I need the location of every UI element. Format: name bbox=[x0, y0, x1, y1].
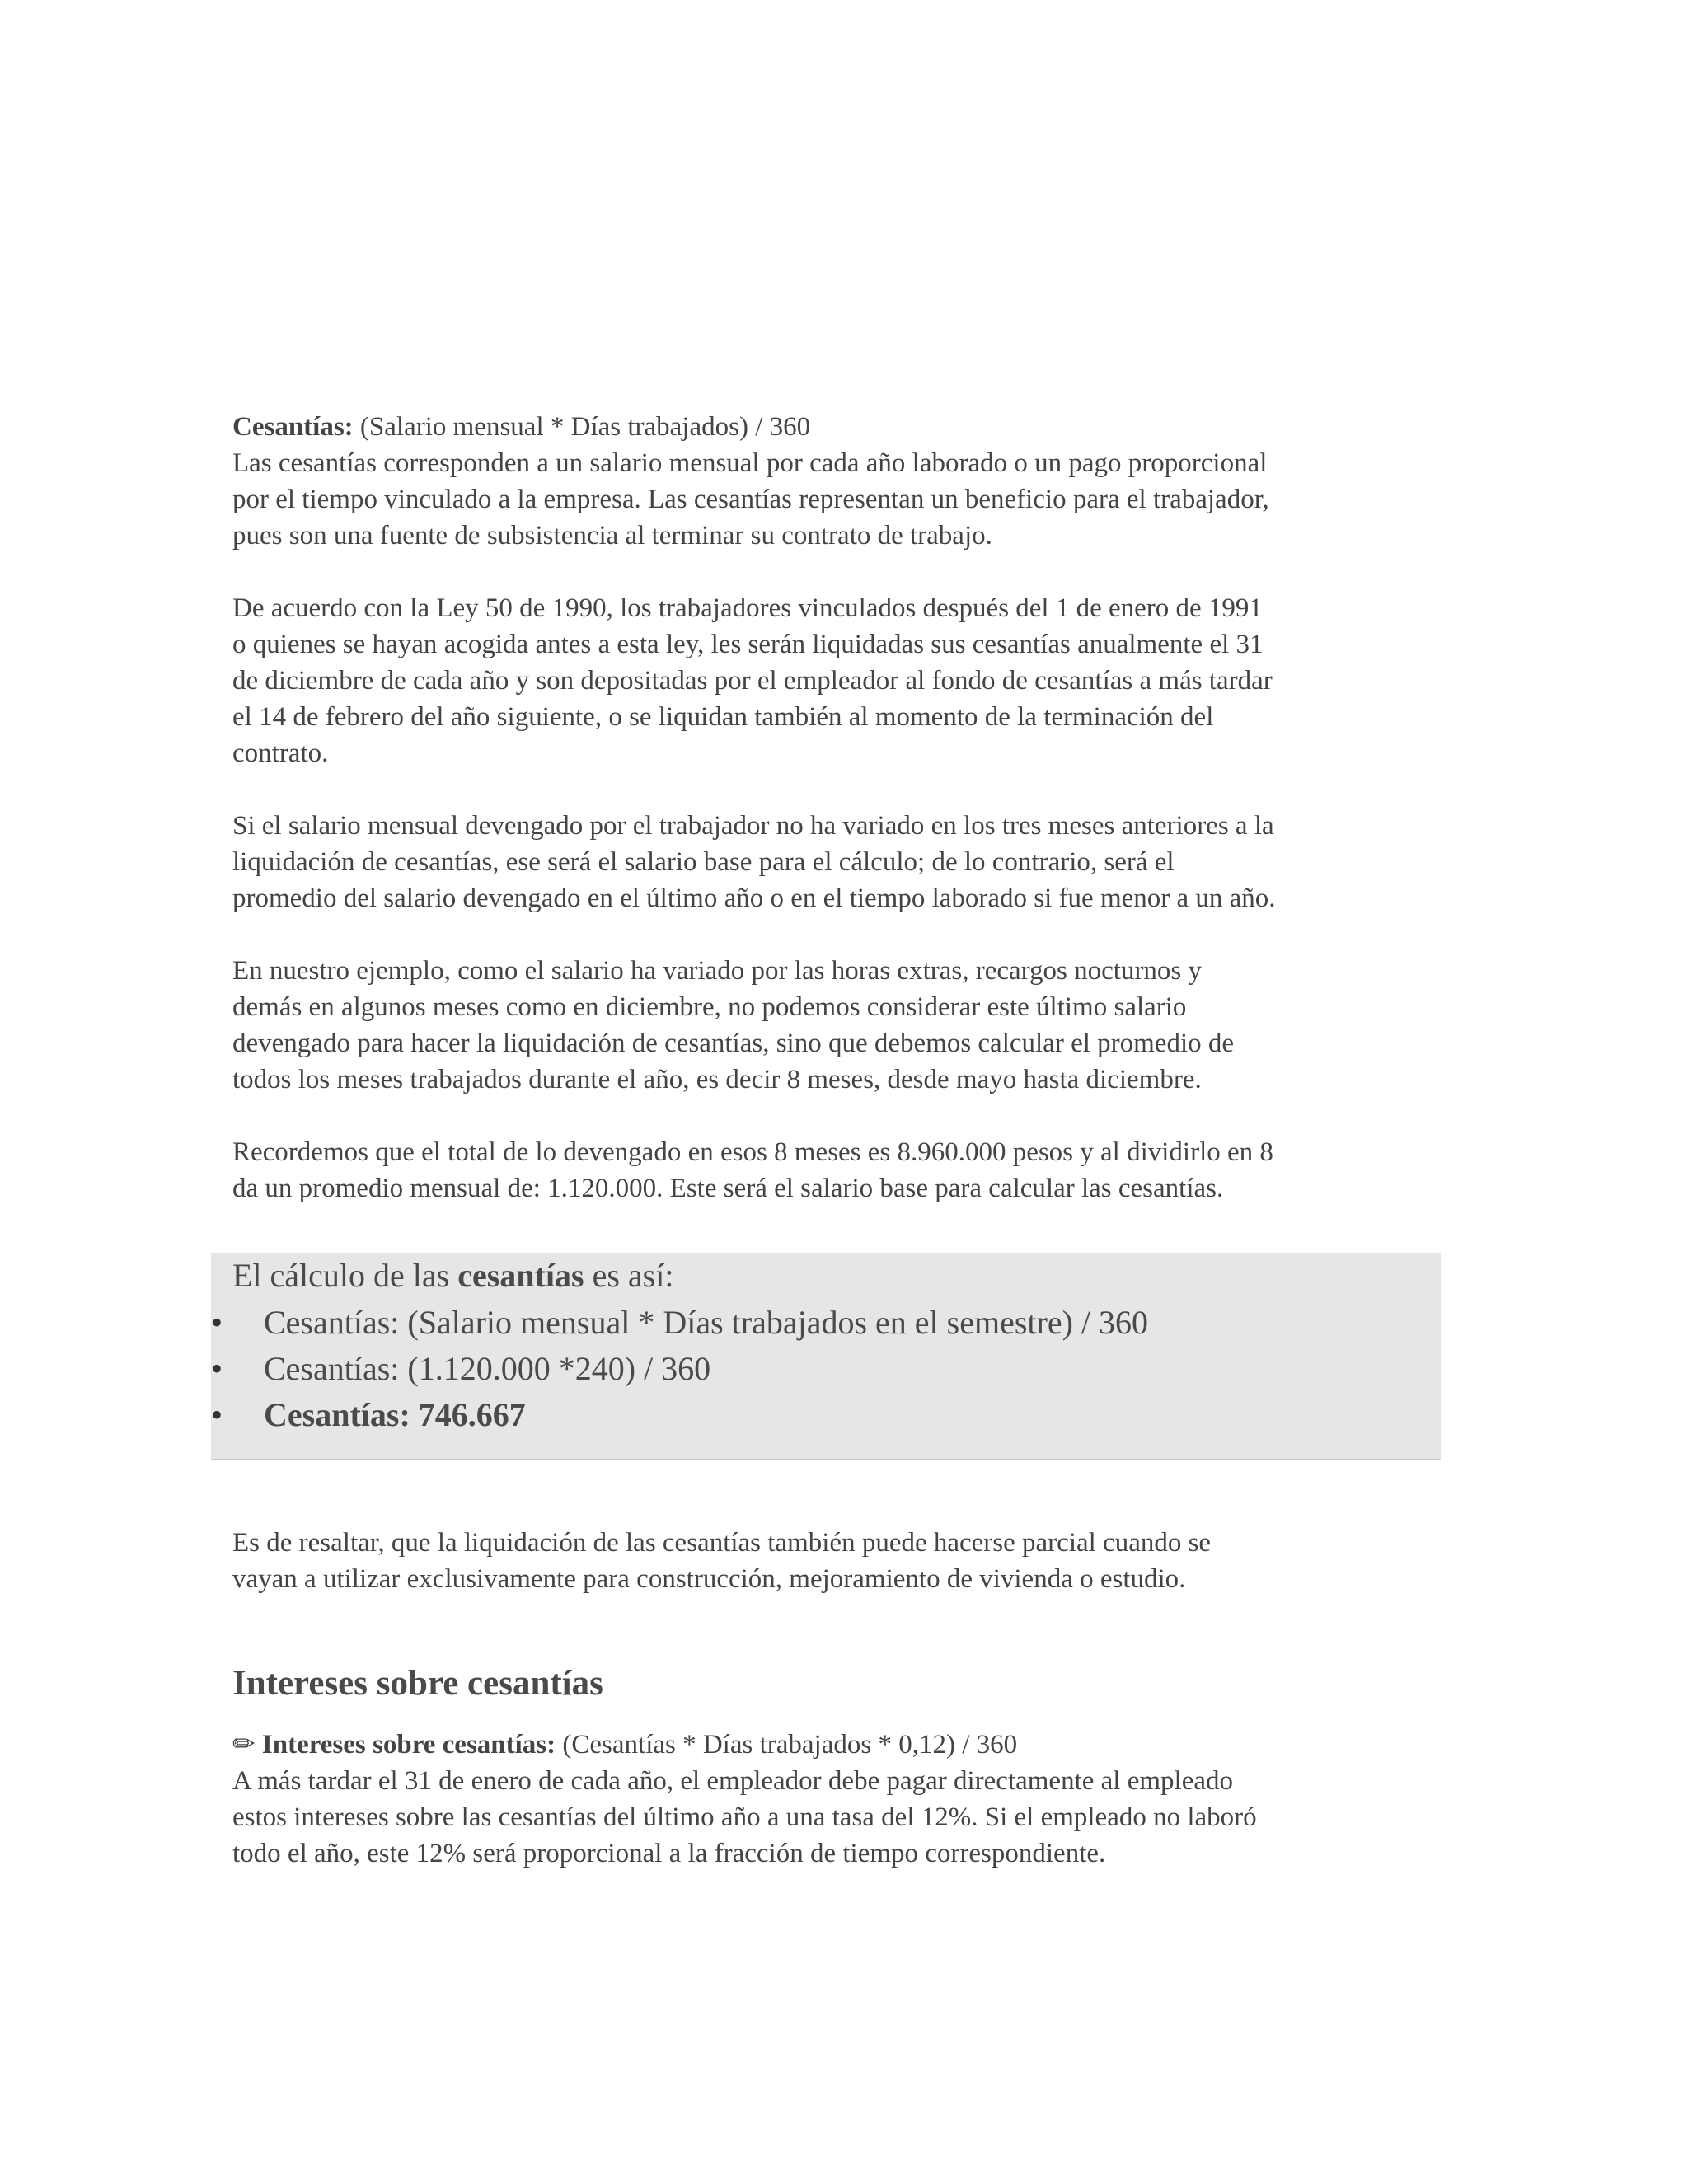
paragraph-line: el 14 de febrero del año siguiente, o se liquidan también al momento de la terminación del bbox=[232, 702, 1214, 732]
calc-title-bold: cesantías bbox=[457, 1257, 584, 1294]
paragraph-line: pues son una fuente de subsistencia al terminar su contrato de trabajo. bbox=[232, 521, 992, 551]
paragraph-line: Las cesantías corresponden a un salario mensual por cada año laborado o un pago proporcional bbox=[232, 448, 1268, 478]
cesantias-label: Cesantías: bbox=[232, 412, 354, 442]
pencil-icon: ✏ bbox=[232, 1730, 256, 1760]
paragraph-line: contrato. bbox=[232, 738, 329, 768]
paragraph-line: estos intereses sobre las cesantías del último año a una tasa del 12%. Si el empleado no laboró bbox=[232, 1802, 1257, 1832]
paragraph-line: En nuestro ejemplo, como el salario ha variado por las horas extras, recargos nocturnos y bbox=[232, 956, 1203, 986]
paragraph-line: promedio del salario devengado en el último año o en el tiempo laborado si fue menor a un año. bbox=[232, 883, 1276, 913]
calc-item: Cesantías: (Salario mensual * Días trabajados en el semestre) / 360 bbox=[264, 1304, 1149, 1341]
cesantias-formula-line bbox=[232, 409, 810, 445]
paragraph-line: por el tiempo vinculado a la empresa. Las cesantías representan un beneficio para el trabajador, bbox=[232, 485, 1269, 514]
calc-title-prefix: El cálculo de las bbox=[232, 1257, 458, 1294]
paragraph-line: Es de resaltar, que la liquidación de las cesantías también puede hacerse parcial cuando se bbox=[232, 1528, 1212, 1558]
paragraph-line: Recordemos que el total de lo devengado en esos 8 meses es 8.960.000 pesos y al dividirlo en 8 bbox=[232, 1137, 1273, 1167]
intereses-formula: (Cesantías * Días trabajados * 0,12) / 360 bbox=[562, 1730, 1018, 1760]
paragraph-line: Si el salario mensual devengado por el trabajador no ha variado en los tres meses anteriores a la bbox=[232, 811, 1274, 841]
paragraph-line: devengado para hacer la liquidación de cesantías, sino que debemos calcular el promedio de bbox=[232, 1029, 1235, 1058]
paragraph-line: o quienes se hayan acogida antes a esta ley, les serán liquidadas sus cesantías anualmente el 31 bbox=[232, 630, 1264, 659]
intereses-label: Intereses sobre cesantías: bbox=[261, 1730, 556, 1760]
paragraph-line: liquidación de cesantías, ese será el salario base para el cálculo; de lo contrario, será el bbox=[232, 847, 1175, 877]
intereses-formula-line bbox=[232, 1727, 1017, 1763]
calc-result: Cesantías: 746.667 bbox=[264, 1396, 526, 1433]
paragraph-line: demás en algunos meses como en diciembre, no podemos considerar este último salario bbox=[232, 992, 1187, 1022]
section-heading: Intereses sobre cesantías bbox=[232, 1664, 603, 1703]
calc-item: Cesantías: (1.120.000 *240) / 360 bbox=[264, 1350, 711, 1387]
paragraph-line: todos los meses trabajados durante el año, es decir 8 meses, desde mayo hasta diciembre. bbox=[232, 1065, 1202, 1094]
paragraph-line: de diciembre de cada año y son depositadas por el empleador al fondo de cesantías a más tardar bbox=[232, 666, 1273, 696]
paragraph-line: vayan a utilizar exclusivamente para construcción, mejoramiento de vivienda o estudio. bbox=[232, 1564, 1186, 1594]
bullet-icon: • bbox=[211, 1304, 223, 1341]
calculation-box-title bbox=[232, 1254, 673, 1297]
paragraph-line: da un promedio mensual de: 1.120.000. Este será el salario base para calcular las cesantías. bbox=[232, 1174, 1224, 1203]
paragraph-line: A más tardar el 31 de enero de cada año, el empleador debe pagar directamente al empleado bbox=[232, 1766, 1233, 1796]
bullet-icon: • bbox=[211, 1396, 223, 1433]
paragraph-line: todo el año, este 12% será proporcional a la fracción de tiempo correspondiente. bbox=[232, 1839, 1106, 1868]
paragraph-line: De acuerdo con la Ley 50 de 1990, los trabajadores vinculados después del 1 de enero de 1991 bbox=[232, 593, 1263, 623]
bullet-icon: • bbox=[211, 1350, 223, 1387]
calc-title-suffix: es así: bbox=[584, 1257, 674, 1294]
cesantias-formula: (Salario mensual * Días trabajados) / 360 bbox=[359, 412, 811, 442]
